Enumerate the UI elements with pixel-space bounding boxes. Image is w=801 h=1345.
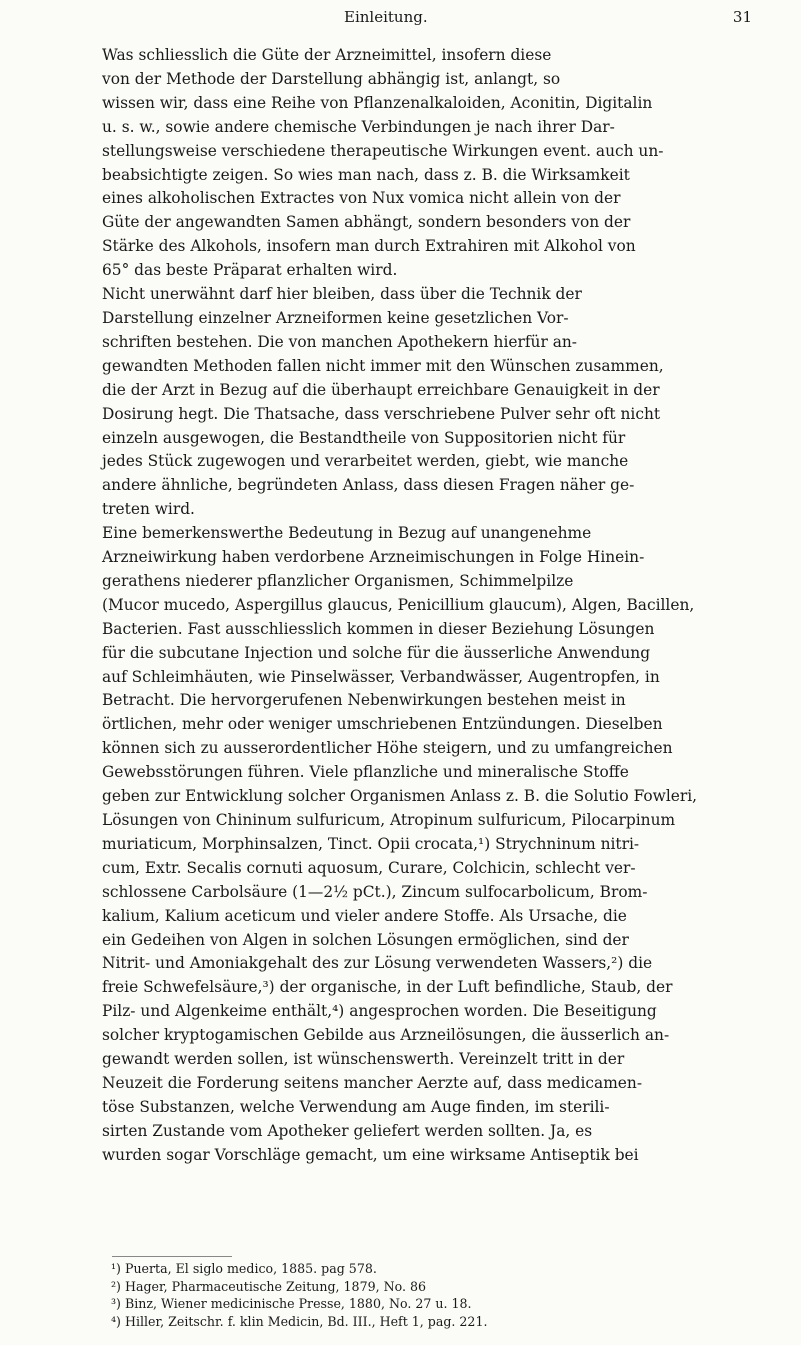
footnote-divider [112,1256,232,1257]
text-line: Güte der angewandten Samen abhängt, sondern besonders von der [102,213,631,232]
text-line: Dosirung hegt. Die Thatsache, dass verschriebene Pulver sehr oft nicht [102,404,661,423]
text-line: 65° das beste Präparat erhalten wird. [102,261,398,280]
text-line: gerathens niederer pflanzlicher Organismen, Schimmelpilze [102,571,574,590]
text-line: schriften bestehen. Die von manchen Apothekern hierfür an- [102,332,578,351]
text-line: u. s. w., sowie andere chemische Verbindungen je nach ihrer Dar- [102,117,615,136]
text-line: von der Methode der Darstellung abhängig ist, anlangt, so [102,69,561,88]
text-line: Lösungen von Chininum sulfuricum, Atropinum sulfuricum, Pilocarpinum [102,811,676,829]
text-line: Was schliesslich die Güte der Arzneimittel, insofern diese [102,46,552,64]
text-line: wurden sogar Vorschläge gemacht, um eine wirksame Antiseptik bei [102,1145,639,1164]
running-title: Einleitung. [344,8,428,26]
text-line: freie Schwefelsäure,³) der organische, in der Luft befindliche, Staub, der [102,978,673,997]
text-line: treten wird. [102,500,195,519]
text-line: Bacterien. Fast ausschliesslich kommen in dieser Beziehung Lösungen [102,619,655,638]
footnote-4: ⁴) Hiller, Zeitschr. f. klin Medicin, Bd. III., Heft 1, pag. 221. [111,1313,488,1329]
text-line: Betracht. Die hervorgerufenen Nebenwirkungen bestehen meist in [102,691,626,710]
text-line: die der Arzt in Bezug auf die überhaupt erreichbare Genauigkeit in der [102,380,660,399]
footnote-1: ¹) Puerta, El siglo medico, 1885. pag 578. [111,1261,377,1276]
text-line: Stärke des Alkohols, insofern man durch Extrahiren mit Alkohol von [102,237,636,256]
text-line: jedes Stück zugewogen und verarbeitet werden, giebt, wie manche [102,452,629,471]
text-line: eines alkoholischen Extractes von Nux vomica nicht allein von der [102,189,621,208]
text-line: solcher kryptogamischen Gebilde aus Arzneilösungen, die äusserlich an- [102,1026,670,1045]
page-number: 31 [732,8,752,26]
text-line: für die subcutane Injection und solche für die äusserliche Anwendung [102,643,651,662]
text-line: Neuzeit die Forderung seitens mancher Aerzte auf, dass medicamen- [102,1073,643,1092]
text-line: örtlichen, mehr oder weniger umschriebenen Entzündungen. Dieselben [102,715,663,734]
page-header [82,8,752,30]
text-line: Arzneiwirkung haben verdorbene Arzneimischungen in Folge Hinein- [102,548,645,567]
footnote-2: ²) Hager, Pharmaceutische Zeitung, 1879, No. 86 [111,1278,427,1294]
text-line: Nicht unerwähnt darf hier bleiben, dass über die Technik der [102,285,582,304]
text-line: gewandt werden sollen, ist wünschenswerth. Vereinzelt tritt in der [102,1050,625,1069]
text-line: beabsichtigte zeigen. So wies man nach, dass z. B. die Wirksamkeit [102,165,630,184]
text-line: andere ähnliche, begründeten Anlass, dass diesen Fragen näher ge- [102,476,635,495]
text-line: stellungsweise verschiedene therapeutische Wirkungen event. auch un- [102,141,664,160]
text-line: (Mucor mucedo, Aspergillus glaucus, Penicillium glaucum), Algen, Bacillen, [102,595,695,614]
text-line: auf Schleimhäuten, wie Pinselwässer, Verbandwässer, Augentropfen, in [102,667,660,686]
text-line: muriaticum, Morphinsalzen, Tinct. Opii crocata,¹) Strychninum nitri- [102,834,640,853]
paragraph-3 [82,522,753,1167]
text-line: geben zur Entwicklung solcher Organismen Anlass z. B. die Solutio Fowleri, [102,787,698,806]
text-line: gewandten Methoden fallen nicht immer mit den Wünschen zusammen, [102,356,664,375]
text-line: einzeln ausgewogen, die Bestandtheile von Suppositorien nicht für [102,428,626,447]
paragraph-1 [82,44,753,283]
footnotes [111,1260,751,1330]
text-line: Nitrit- und Amoniakgehalt des zur Lösung verwendeten Wassers,²) die [102,954,653,973]
body-text [82,44,753,1168]
text-line: sirten Zustande vom Apotheker geliefert werden sollten. Ja, es [102,1121,593,1140]
text-line: wissen wir, dass eine Reihe von Pflanzenalkaloiden, Aconitin, Digitalin [102,93,653,112]
text-line: Eine bemerkenswerthe Bedeutung in Bezug auf unangenehme [102,524,592,543]
paragraph-2 [82,283,753,522]
text-line: Pilz- und Algenkeime enthält,⁴) angesprochen worden. Die Beseitigung [102,1002,657,1021]
footnote-3: ³) Binz, Wiener medicinische Presse, 1880, No. 27 u. 18. [111,1296,472,1312]
text-line: schlossene Carbolsäure (1—2½ pCt.), Zincum sulfocarbolicum, Brom- [102,882,648,901]
text-line: ein Gedeihen von Algen in solchen Lösungen ermöglichen, sind der [102,930,629,949]
text-line: töse Substanzen, welche Verwendung am Auge finden, im sterili- [102,1097,610,1116]
text-line: Darstellung einzelner Arzneiformen keine gesetzlichen Vor- [102,308,569,327]
text-line: kalium, Kalium aceticum und vieler andere Stoffe. Als Ursache, die [102,906,627,925]
text-line: können sich zu ausserordentlicher Höhe steigern, und zu umfangreichen [102,739,673,758]
text-line: cum, Extr. Secalis cornuti aquosum, Curare, Colchicin, schlecht ver- [102,858,636,877]
text-line: Gewebsstörungen führen. Viele pflanzliche und mineralische Stoffe [102,763,629,782]
